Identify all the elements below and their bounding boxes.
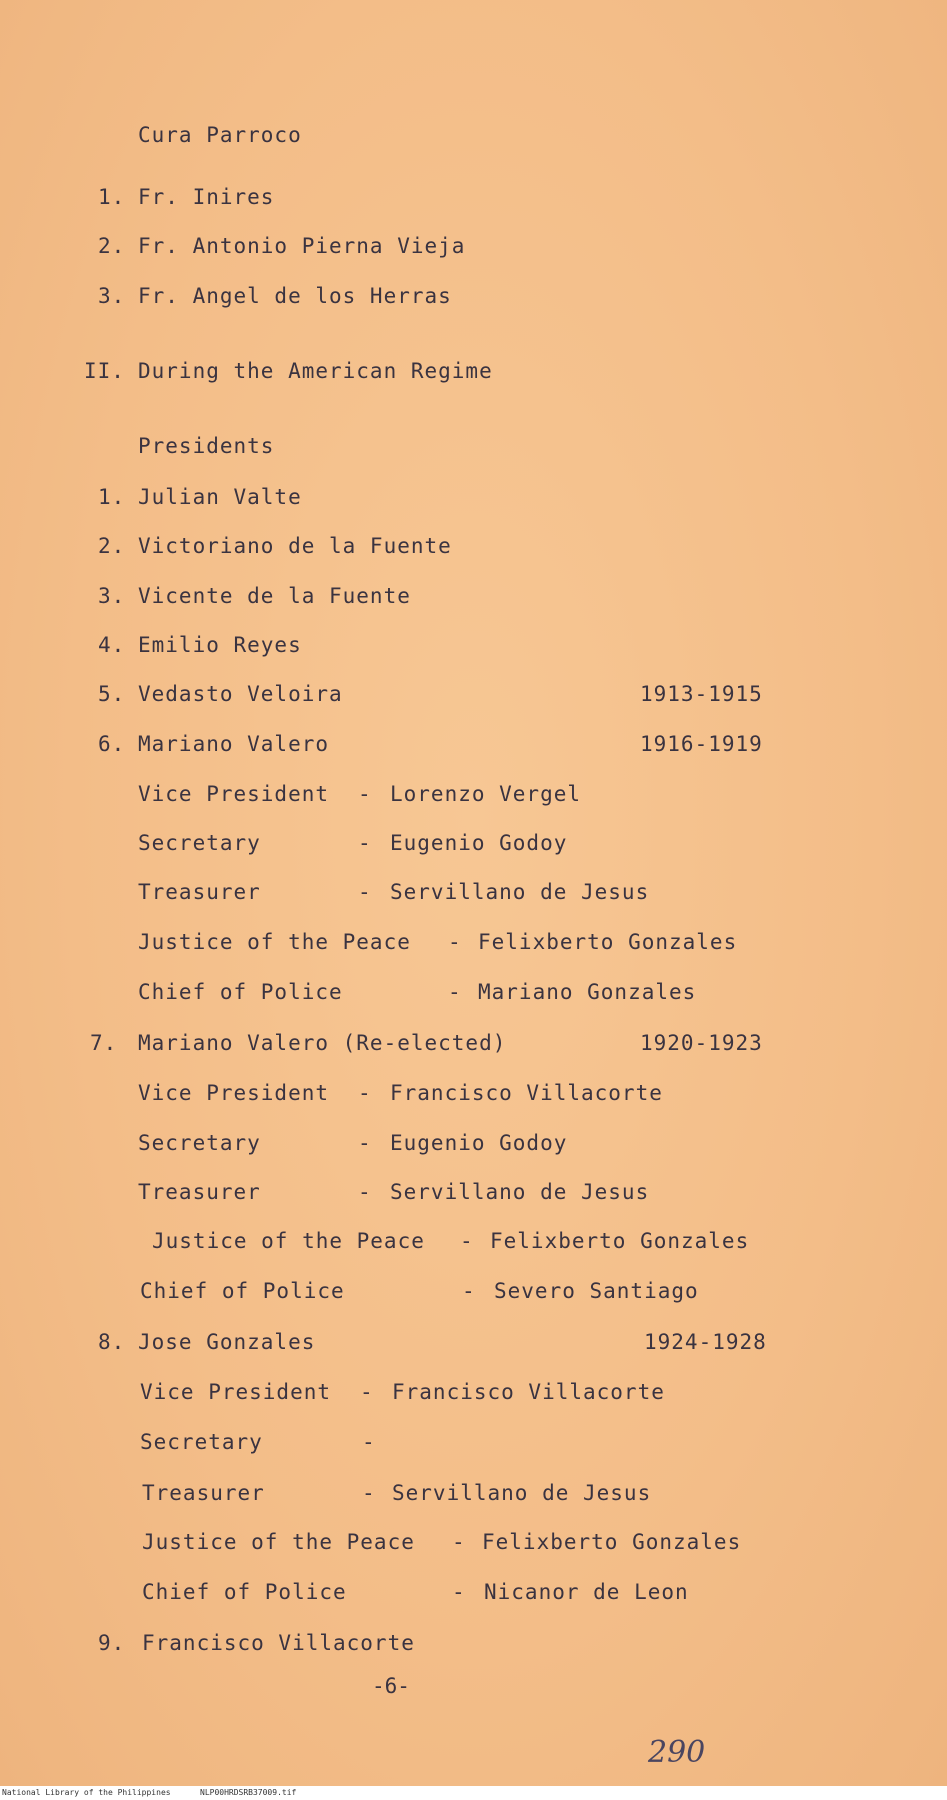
officer-name: Mariano Gonzales	[478, 980, 697, 1004]
officer-label: Vice President	[138, 782, 330, 806]
officer-name: Felixberto Gonzales	[482, 1530, 742, 1554]
section-title: During the American Regime	[138, 359, 493, 383]
president-name: Emilio Reyes	[138, 633, 302, 657]
officer-name: Eugenio Godoy	[390, 1131, 568, 1155]
cura-num: 2.	[98, 234, 126, 258]
president-name: Jose Gonzales	[138, 1330, 316, 1354]
officer-dash: -	[460, 1229, 474, 1253]
officer-name: Lorenzo Vergel	[390, 782, 582, 806]
officer-name: Felixberto Gonzales	[490, 1229, 750, 1253]
officer-label: Vice President	[140, 1380, 332, 1404]
officer-label: Treasurer	[142, 1481, 265, 1505]
officer-dash: -	[448, 930, 462, 954]
officer-label: Secretary	[140, 1430, 263, 1454]
term-years: 1920-1923	[640, 1031, 763, 1055]
officer-dash: -	[358, 782, 372, 806]
officer-dash: -	[362, 1481, 376, 1505]
officer-name: Nicanor de Leon	[484, 1580, 689, 1604]
officer-label: Justice of the Peace	[138, 930, 411, 954]
scan-footer	[0, 1786, 947, 1800]
officer-dash: -	[358, 1131, 372, 1155]
officer-name: Severo Santiago	[494, 1279, 699, 1303]
officer-label: Chief of Police	[140, 1279, 345, 1303]
cura-header: Cura Parroco	[138, 123, 302, 147]
officer-label: Chief of Police	[138, 980, 343, 1004]
president-name: Mariano Valero	[138, 732, 330, 756]
president-num: 4.	[98, 633, 126, 657]
officer-name: Servillano de Jesus	[392, 1481, 652, 1505]
term-years: 1913-1915	[640, 682, 763, 706]
footer-library: National Library of the Philippines	[2, 1788, 171, 1797]
cura-name: Fr. Inires	[138, 185, 275, 209]
cura-name: Fr. Antonio Pierna Vieja	[138, 234, 466, 258]
cura-num: 1.	[98, 185, 126, 209]
term-years: 1924-1928	[644, 1330, 767, 1354]
president-num: 2.	[98, 534, 126, 558]
president-num: 5.	[98, 682, 126, 706]
officer-label: Treasurer	[138, 880, 261, 904]
officer-name: Servillano de Jesus	[390, 880, 650, 904]
presidents-header: Presidents	[138, 434, 275, 458]
president-name: Mariano Valero (Re-elected)	[138, 1031, 507, 1055]
officer-label: Secretary	[138, 1131, 261, 1155]
officer-label: Justice of the Peace	[152, 1229, 425, 1253]
president-num: 1.	[98, 485, 126, 509]
president-num: 8.	[98, 1330, 126, 1354]
term-years: 1916-1919	[640, 732, 763, 756]
officer-name: Eugenio Godoy	[390, 831, 568, 855]
officer-dash: -	[452, 1530, 466, 1554]
officer-name: Francisco Villacorte	[392, 1380, 665, 1404]
president-num: 7.	[90, 1031, 118, 1055]
officer-label: Treasurer	[138, 1180, 261, 1204]
officer-label: Justice of the Peace	[142, 1530, 415, 1554]
officer-name: Servillano de Jesus	[390, 1180, 650, 1204]
officer-dash: -	[362, 1430, 376, 1454]
president-num: 6.	[98, 732, 126, 756]
handwritten-page-number: 290	[648, 1735, 706, 1770]
president-name: Victoriano de la Fuente	[138, 534, 452, 558]
president-num: 3.	[98, 584, 126, 608]
officer-dash: -	[360, 1380, 374, 1404]
president-name: Vicente de la Fuente	[138, 584, 411, 608]
page-number: -6-	[372, 1674, 410, 1698]
officer-name: Francisco Villacorte	[390, 1081, 663, 1105]
officer-label: Chief of Police	[142, 1580, 347, 1604]
officer-dash: -	[358, 880, 372, 904]
section-number: II.	[84, 359, 125, 383]
officer-dash: -	[448, 980, 462, 1004]
officer-label: Vice President	[138, 1081, 330, 1105]
cura-name: Fr. Angel de los Herras	[138, 284, 452, 308]
president-num: 9.	[98, 1631, 126, 1655]
officer-dash: -	[358, 1180, 372, 1204]
officer-name: Felixberto Gonzales	[478, 930, 738, 954]
officer-dash: -	[452, 1580, 466, 1604]
officer-dash: -	[358, 831, 372, 855]
officer-dash: -	[358, 1081, 372, 1105]
officer-label: Secretary	[138, 831, 261, 855]
cura-num: 3.	[98, 284, 126, 308]
president-name: Vedasto Veloira	[138, 682, 343, 706]
footer-filename: NLP00HRDSRB37009.tif	[200, 1788, 297, 1797]
president-name: Julian Valte	[138, 485, 302, 509]
president-name: Francisco Villacorte	[142, 1631, 415, 1655]
officer-dash: -	[462, 1279, 476, 1303]
